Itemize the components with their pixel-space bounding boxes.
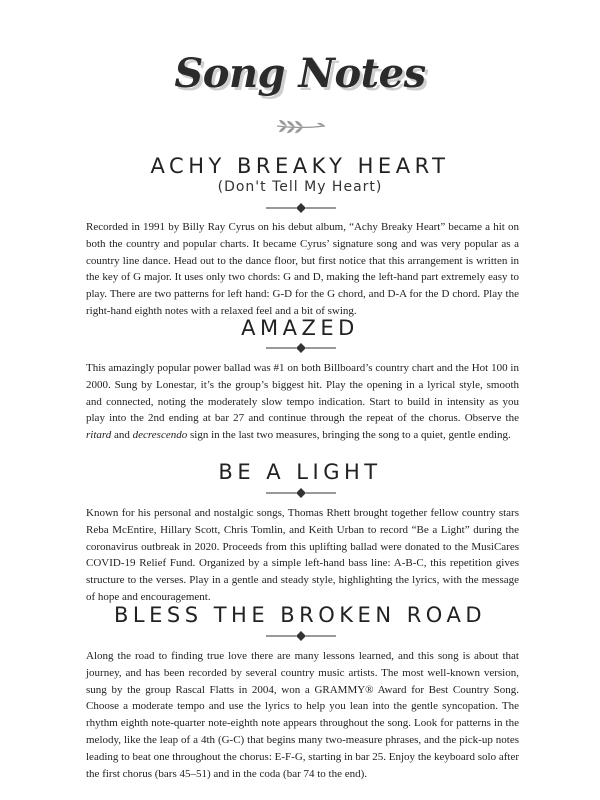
song-title-be-a-light: BE A LIGHT [218, 460, 382, 484]
notes-text: and [114, 429, 130, 442]
notes-text: This amazingly popular power ballad was #1 on both Billboard’s country chart and the Hot 100 in 2000. Sung by Lonestar, it’s the group’s biggest hit. Play the opening in a lyrical style, smooth and connected, noting the moderately slow tempo indication. Start to build in intensity as you play into the 2nd ending at bar 27 and continue through the repeat of the chorus. Observe the [86, 362, 519, 425]
decrescendo-term: decrescendo [132, 429, 188, 442]
song-notes-achy-breaky-heart: Recorded in 1991 by Billy Ray Cyrus on his debut album, “Achy Breaky Heart” became a hit on both the country and popular charts. It became Cyrus’ signature song and was very popular as a country line dance. Head out to the dance floor, but first notice that this arrangement is written in the key of G major. It uses only two chords: G and D, making the left-hand part extremely easy to play. There are two patterns for left hand: G-D for the G chord, and D-A for the D chord. Play the right-hand eighth notes with a relaxed feel and a bit of swing. [86, 221, 519, 317]
song-title-achy-breaky-heart: ACHY BREAKY HEART [150, 154, 450, 178]
song-notes-be-a-light: Known for his personal and nostalgic songs, Thomas Rhett brought together fellow country stars Reba McEntire, Hillary Scott, Chris Tomlin, and Keith Urban to record “Be a Light” during the coronavirus outbreak in 2020. Proceeds from this uplifting ballad were donated to the MusiCares COVID-19 Relief Fund. Organized by a simple left-hand bass line: A-B-C, this repetition gives structure to the verses. Play in a gentle and steady style, highlighting the lyrics, with the message of hope and encouragement. [86, 507, 519, 603]
divider-ornament-icon [266, 488, 336, 498]
leaf-flourish-icon [273, 116, 329, 136]
ritard-term: ritard [86, 429, 112, 442]
divider-ornament-icon [266, 631, 336, 641]
page-title: Song Notes [174, 50, 426, 97]
song-title-bless-the-broken-road: BLESS THE BROKEN ROAD [113, 603, 486, 627]
song-notes-bless-the-broken-road: Along the road to finding true love there are many lessons learned, and this song is about that journey, and has been recorded by several country music artists. The most well-known version, sung by the group Rascal Flatts in 2004, won a GRAMMY® Award for Best Country Song. Choose a moderate tempo and use the lyrics to help you lean into the gentle syncopation. The rhythm eighth note-quarter note-eighth note appears throughout the song. Look for patterns in the melody, like the leap of a 4th (G-C) that begins many two-measure phrases, and the pick-up notes leading to beat one throughout the chorus: E-F-G, starting in bar 25. Enjoy the keyboard solo after the first chorus (bars 45–51) and in the coda (bar 74 to the end). [86, 650, 519, 780]
song-subtitle-achy-breaky-heart: (Don't Tell My Heart) [217, 179, 383, 195]
song-title-amazed: AMAZED [241, 316, 359, 340]
divider-ornament-icon [266, 343, 336, 353]
divider-ornament-icon [266, 203, 336, 213]
notes-text: sign in the last two measures, bringing the song to a quiet, gentle ending. [189, 429, 511, 442]
song-notes-amazed [86, 360, 519, 444]
